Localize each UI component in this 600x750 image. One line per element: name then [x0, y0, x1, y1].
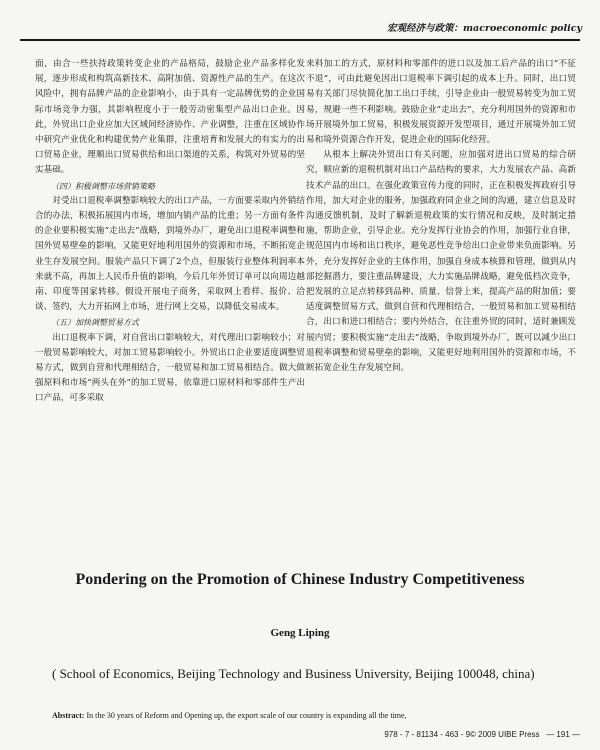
section-heading-4: （四）积极调整市场营销策略 — [51, 181, 155, 191]
header-rule — [20, 39, 580, 41]
left-column — [35, 57, 305, 407]
abstract-text: In the 30 years of Reform and Opening up, the export scale of our country is expanding all the time, — [84, 711, 407, 720]
right-paragraph-2: 从根本上解决外贸出口有关问题，应加强对进出口贸易的综合研究，顺应新的退税机制对出口产品结构的要求，大力发展农产品、高新技术产品的出口。在强化政策宣传力度的同时，正在积极发挥政府引导作用，加大对企业的服务，加强政府同企业之间的沟通，建立信息及时沟通反馈机制，及时了解新退税政策的实行情况和反映，及时制定措施，帮助企业，引导企业。充分发挥行业协会的作用，加强行业自律，规范国内市场和出口秩序，避免恶性竞争给出口企业带来负面影响。另外，充分发挥好企业的主体作用，加强自身成本核算和管理，做到从内部挖掘潜力，要注重品牌建设，大力实施品牌战略，避免低档次竞争，把发展的立足点转移到品种、质量、信誉上来，提高产品的附加值；要适度调整贸易方式，做到自营和代理相结合，一般贸易和加工贸易相结合，出口和进口相结合；要内外结合，在注重外贸的同时，适时兼顾发展内贸；要积极实施“走出去”战略，争取到境外办厂，既可以减少出口退税率调整和贸易壁垒的影响，又能更好地利用国外的资源和市场，不断拓宽企业生存发展空间。 — [306, 150, 576, 374]
right-column — [306, 57, 576, 376]
right-paragraph-1: 来料加工的方式，原材料和零部件的进口以及加工后产品的出口“不征不退”，可由此避免因出口退税率下调引起的成本上升。同时，出口贸易有关部门尽快简化加工出口手续，引导企业由一般贸易转变为加工贸易，规避一些不利影响。鼓励企业“走出去”，充分利用国外的资源和市场开展境外加工贸易，积极发展资源开发型项目，通过开展境外加工贸易和境外资源合作开发，促进企业的国际化经营。 — [306, 59, 576, 146]
author-affiliation: ( School of Economics, Beijing Technology and Business University, Beijing 100048, china) — [52, 666, 535, 681]
author-name: Geng Liping — [270, 627, 330, 639]
section-heading-5: （五）加快调整贸易方式 — [51, 318, 139, 328]
running-header: 宏观经济与政策：macroeconomic policy — [387, 23, 582, 34]
left-paragraph-1: 面，由合一些扶持政策转变企业的产品格局，鼓励企业产品多样化发展，逐步形成和构筑高新技术、高附加值、资源性产品的生产。在这次风险中，拥有品牌产品的企业影响小，由于具有一定品牌优势的企业国际市场竞争力强，其影响程度小于一般劳动密集型产品出口企业。因此，外贸出口企业应加大区域间经济协作、产业调整，注重在区域协作中研究产业优化和构建优势产业集群，注重培育和发展大的有实力的出口贸易企业，理顺出口贸易供给和出口渠道的关系，构筑对外贸易的坚实基础。 — [35, 59, 305, 176]
english-title: Pondering on the Promotion of Chinese Industry Competitiveness — [75, 571, 525, 588]
page-footer — [240, 730, 580, 739]
left-paragraph-2: 对受出口退税率调整影响较大的出口产品，一方面要采取内外销结合的办法，积极拓展国内市场，增加内销产品的比重；另一方面有条件的企业要积极实施“走出去”战略，到境外办厂，避免出口退税率调整和国外贸易壁垒的影响，又能更好地利用国外的资源和市场，不断拓宽企业生存发展空间。服装产品只下调了2个点，但服装行业整体利润率本来就不高，再加上人民币升值的影响，今后几年外贸订单可以向周边越南、印度等国家转移。假设开展电子商务，采取网上看样、报价、洽谈、签约，大力开拓网上市场，进行网上交易，以降低交易成本。 — [35, 195, 305, 313]
footer-isbn: 978 - 7 - 81134 - 463 - 9© 2009 UIBE Press — [384, 730, 540, 739]
abstract — [52, 711, 580, 720]
abstract-label: Abstract: — [52, 711, 85, 720]
left-paragraph-3: 出口退税率下调，对自营出口影响较大，对代理出口影响较小；对一般贸易影响较大，对加工贸易影响较小。外贸出口企业要适度调整贸易方式，做到自营和代理相结合，一般贸易和加工贸易相结合。做大做强原料和市场“两头在外”的加工贸易，依靠进口原材料和零部件生产出口产品，可多采取 — [35, 332, 305, 404]
page-number: — 191 — — [546, 730, 580, 739]
